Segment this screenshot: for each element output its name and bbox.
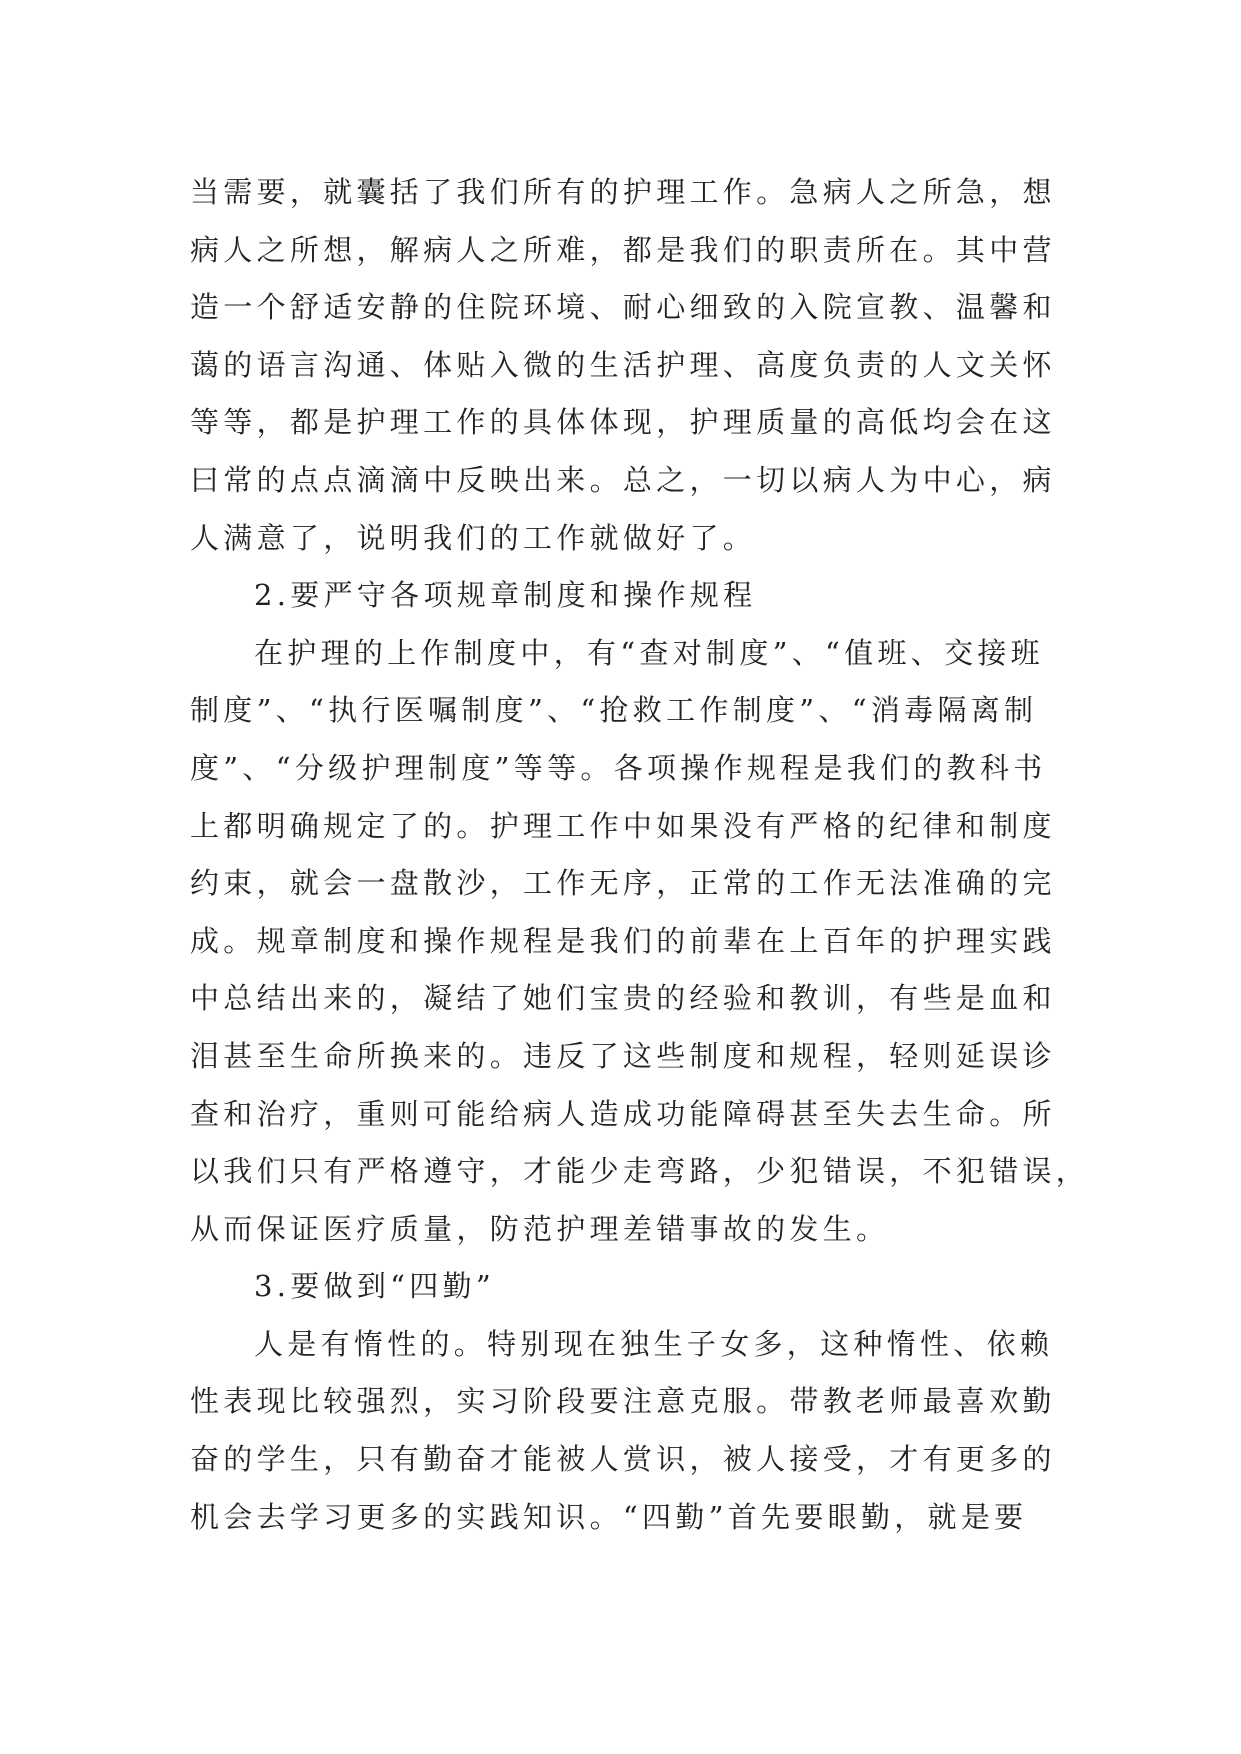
text-line: 等等，都是护理工作的具体体现，护理质量的高低均会在这	[190, 405, 1056, 440]
text-line: 蔼的语言沟通、体贴入微的生活护理、高度负责的人文关怀	[190, 347, 1056, 382]
text-line: 中总结出来的，凝结了她们宝贵的经验和教训，有些是血和	[190, 981, 1056, 1016]
text-line: 病人之所想，解病人之所难，都是我们的职责所在。其中营	[190, 232, 1056, 267]
text-line: 约束，就会一盘散沙，工作无序，正常的工作无法准确的完	[190, 866, 1056, 901]
text-line: 以我们只有严格遵守，才能少走弯路，少犯错误，不犯错误，	[190, 1154, 1090, 1189]
text-line: 奋的学生，只有勤奋才能被人赏识，被人接受，才有更多的	[190, 1442, 1056, 1477]
text-line: 机会去学习更多的实践知识。“四勤”首先要眼勤，就是要	[190, 1499, 1028, 1534]
section-heading: 2.要严守各项规章制度和操作规程	[254, 578, 757, 613]
document-body	[190, 164, 1090, 1546]
text-line: 曰常的点点滴滴中反映出来。总之，一切以病人为中心，病	[190, 462, 1056, 497]
text-line: 人满意了，说明我们的工作就做好了。	[190, 520, 757, 555]
text-line: 在护理的上作制度中，有“查对制度”、“值班、交接班	[254, 635, 1044, 670]
text-line: 度”、“分级护理制度”等等。各项操作规程是我们的教科书	[190, 750, 1047, 785]
section-heading: 3.要做到“四勤”	[254, 1269, 496, 1304]
text-line: 性表现比较强烈，实习阶段要注意克服。带教老师最喜欢勤	[190, 1384, 1056, 1419]
text-line: 上都明确规定了的。护理工作中如果没有严格的纪律和制度	[190, 808, 1056, 843]
text-line: 当需要，就囊括了我们所有的护理工作。急病人之所急，想	[190, 175, 1056, 209]
text-line: 制度”、“执行医嘱制度”、“抢救工作制度”、“消毒隔离制	[190, 693, 1038, 728]
text-line: 泪甚至生命所换来的。违反了这些制度和规程，轻则延误诊	[190, 1038, 1056, 1073]
text-line: 从而保证医疗质量，防范护理差错事故的发生。	[190, 1211, 890, 1246]
text-line: 查和治疗，重则可能给病人造成功能障碍甚至失去生命。所	[190, 1096, 1056, 1131]
text-line: 造一个舒适安静的住院环境、耐心细致的入院宣教、温馨和	[190, 290, 1056, 325]
text-line: 人是有惰性的。特别现在独生子女多，这种惰性、依赖	[254, 1326, 1054, 1361]
text-line: 成。规章制度和操作规程是我们的前辈在上百年的护理实践	[190, 923, 1056, 958]
